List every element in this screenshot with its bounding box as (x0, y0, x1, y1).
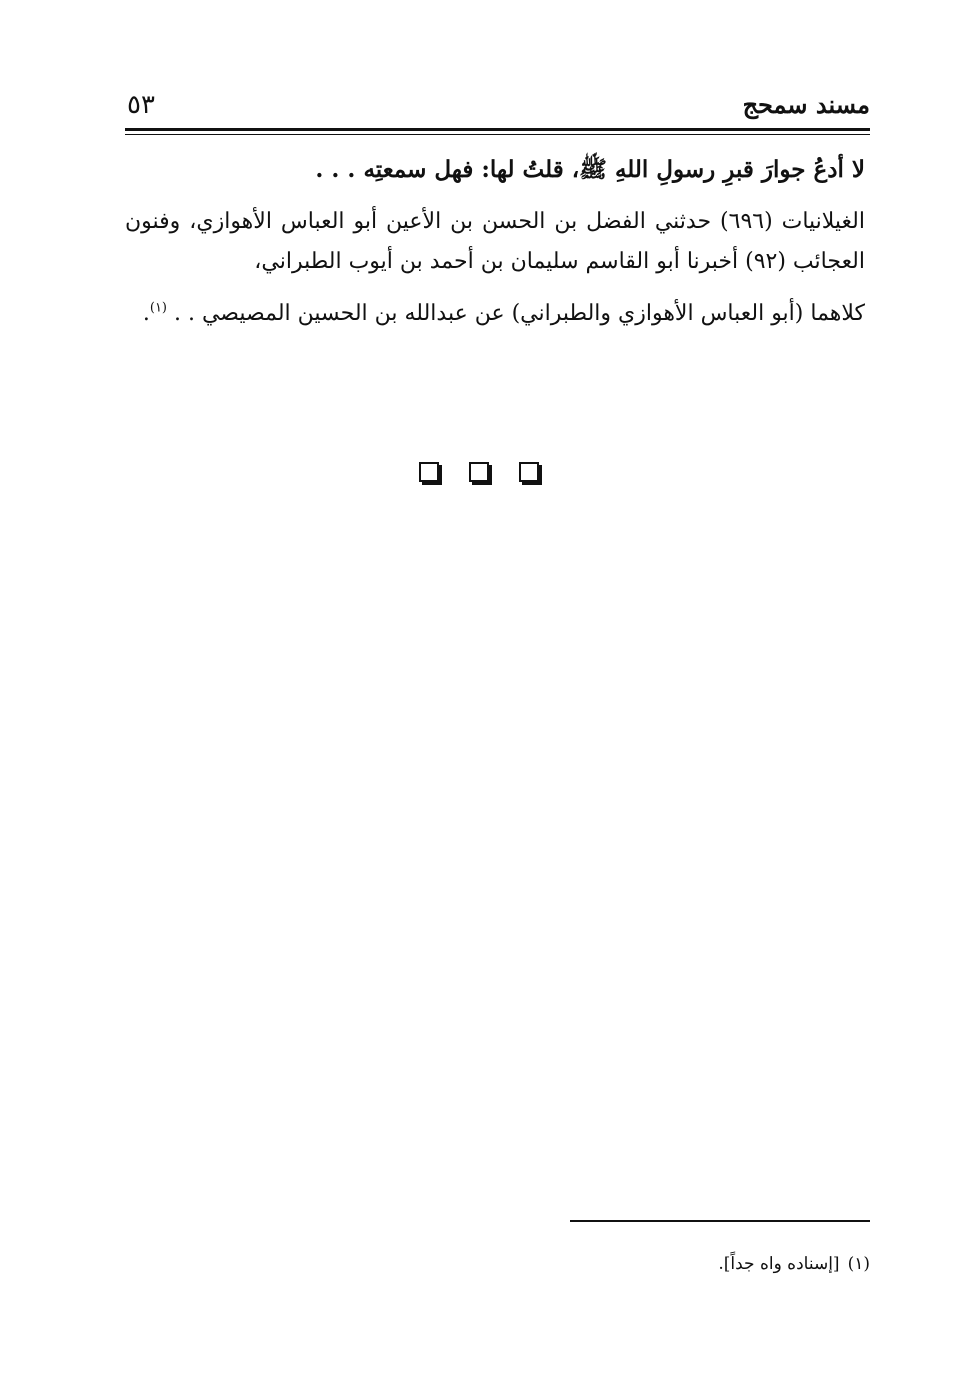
header-title: مسند سمحج (742, 90, 870, 119)
body-line-quote: لا أدعُ جوارَ قبرِ رسولِ اللهِ ﷺ، قلتُ لها: فهل سمعتِه . . . (315, 156, 865, 183)
footnote-marker: (١) (847, 1254, 870, 1274)
header-rule-thick (125, 128, 870, 131)
footnote-reference[interactable]: (١) (149, 300, 167, 316)
body-paragraph-chain-end: . (142, 301, 150, 326)
running-header (125, 88, 870, 128)
separator-box-icon (469, 462, 489, 482)
page-number: ٥٣ (127, 90, 155, 120)
body-text (125, 150, 865, 346)
footnote-text: [إسناده واه جداً]. (718, 1254, 840, 1274)
body-paragraph-sources: الغيلانيات (٦٩٦) حدثني الفضل بن الحسن بن الأعين أبو العباس الأهوازي، وفنون العجائب (٩٢) أخبرنا أبو القاسم سليمان بن أحمد بن أيوب الطبراني، (125, 209, 865, 274)
section-separator (0, 462, 953, 492)
footnote (718, 1250, 870, 1278)
separator-box-icon (519, 462, 539, 482)
header-rule-thin (125, 134, 870, 135)
body-paragraph-chain (125, 294, 865, 334)
body-paragraph-chain-text: كلاهما (أبو العباس الأهوازي والطبراني) عن عبدالله بن الحسين المصيصي . . (174, 301, 865, 326)
separator-box-icon (419, 462, 439, 482)
footnote-rule (570, 1220, 870, 1222)
